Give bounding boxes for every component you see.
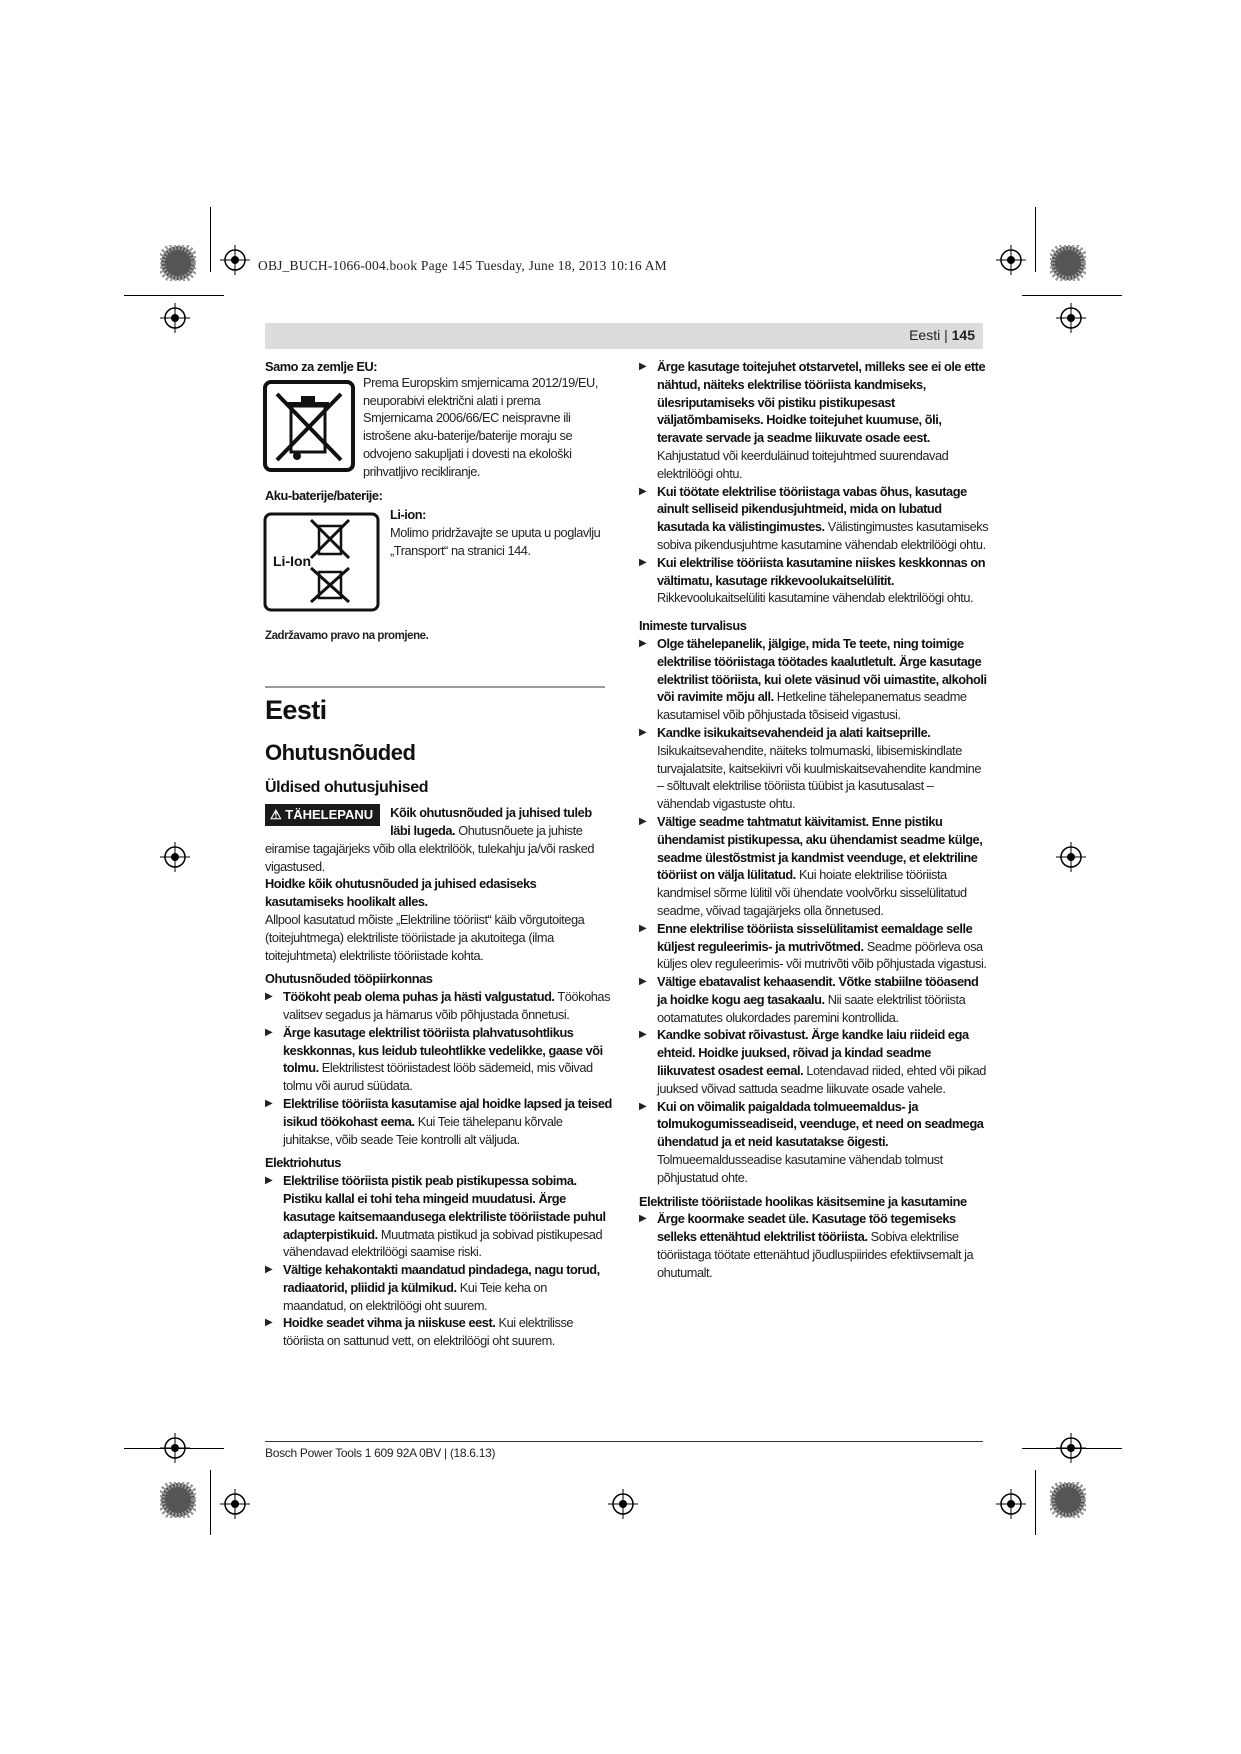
- registration-mark-icon: [608, 1489, 638, 1519]
- page-header: [265, 323, 983, 349]
- crop-mark: [1035, 1470, 1036, 1535]
- keep-instructions: Hoidke kõik ohutusnõuded ja juhised edasiseks kasutamiseks hoolikalt alles.: [265, 876, 537, 910]
- color-wheel-icon: [1050, 1482, 1086, 1518]
- section-personal-safety: Inimeste turvalisus: [639, 618, 747, 634]
- header-language: Eesti: [909, 327, 941, 343]
- page-number: 145: [951, 327, 975, 343]
- page-footer: Bosch Power Tools 1 609 92A 0BV | (18.6.13): [265, 1446, 496, 1460]
- list-item: ▶ Kui töötate elektrilise tööriistaga vabas õhus, kasutage ainult selliseid pikendusjuhtmeid, mida on lubatud kasutada ka välistingimustes. Välistingimustes kasutamiseks sobiva pikendusjuhtme kasutamine vähendab elektrilöögi ohtu.: [639, 483, 989, 554]
- color-wheel-icon: [160, 245, 196, 281]
- list-item: ▶ Ärge kasutage elektrilist tööriista plahvatusohtlikus keskkonnas, kus leidub tuleohtlikke vedelikke, gaase või tolmu. Elektrilistest tööriistadest lööb sädemeid, mis võivad tolmu või aurud süüdata.: [265, 1024, 613, 1095]
- color-wheel-icon: [1050, 245, 1086, 281]
- personal-safety-list: [639, 635, 989, 1187]
- liion-text: Molimo pridržavajte se uputa u poglavlju „Transport“ na stranici 144.: [390, 525, 601, 558]
- registration-mark-icon: [1056, 842, 1086, 872]
- crop-mark: [210, 1470, 211, 1535]
- registration-mark-icon: [996, 245, 1026, 275]
- list-item: ▶ Vältige kehakontakti maandatud pindadega, nagu torud, radiaatorid, pliidid ja külmikud. Kui Teie keha on maandatud, on elektrilöögi oht suurem.: [265, 1261, 613, 1314]
- list-item: ▶ Elektrilise tööriista pistik peab pistikupessa sobima. Pistiku kallal ei tohi teha mingeid muudatusi. Ärge kasutage kaitsemaandusega elektriliste tööriistade puhul adapterpistikuid. Muutmata pistikud ja sobivad pistikupesad vähendavad elektrilöögi saamise riski.: [265, 1172, 613, 1261]
- section-work-area: Ohutusnõuded tööpiirkonnas: [265, 971, 433, 987]
- color-wheel-icon: [160, 1482, 196, 1518]
- list-item: ▶ Ärge koormake seadet üle. Kasutage töö tegemiseks selleks ettenähtud elektrilist tööriista. Sobiva elektrilise tööriistaga töötate ettenähtud jõudluspiirides efektiivsemalt ja ohutumalt.: [639, 1210, 989, 1281]
- section-divider: [265, 686, 605, 688]
- list-item: ▶ Kandke sobivat rõivastust. Ärge kandke laiu riideid ega ehteid. Hoidke juuksed, rõivad ja kindad seadme liikuvatest osadest eemal. Lotendavad riided, ehted või pikad juuksed võivad sattuda seadme liikuvate osade vahele.: [639, 1026, 989, 1097]
- registration-mark-icon: [1056, 1433, 1086, 1463]
- registration-mark-icon: [220, 245, 250, 275]
- list-item: ▶ Kui on võimalik paigaldada tolmueemaldus- ja tolmukogumisseadiseid, veenduge, et need on seadmega ühendatud ja et neid kasutatakse õigesti. Tolmueemaldusseadise kasutamine vähendab tolmust põhjustatud ohte.: [639, 1098, 989, 1187]
- left-column: [265, 358, 613, 1350]
- list-item: ▶ Enne elektrilise tööriista sisselülitamist eemaldage selle küljest reguleerimis- ja mutrivõtmed. Seadme pöörleva osa küljes olev reguleerimis- või mutrivõti võib põhjustada vigastusi.: [639, 920, 989, 973]
- list-item: ▶ Vältige seadme tahtmatut käivitamist. Enne pistiku ühendamist pistikupessa, aku ühendamist seadme külge, seadme ülestõstmist ja kandmist veenduge, et elektriline tööriist on välja lülitatud. Kui hoiate elektrilise tööriista kandmisel sõrme lülitil või ühendate voolvõrku sisselülitatud seadme, võivad tagajärjeks olla õnnetused.: [639, 813, 989, 920]
- crop-mark: [1035, 207, 1036, 272]
- battery-title: Aku-baterije/baterije:: [265, 487, 383, 503]
- warning-paragraph: ⚠ TÄHELEPANU Kõik ohutusnõuded ja juhised tuleb läbi lugeda. Ohutusnõuete ja juhiste eiramise tagajärjeks võib olla elektrilöök, tulekahju ja/või rasked vigastused.: [265, 805, 595, 874]
- list-item: ▶ Kui elektrilise tööriista kasutamine niiskes keskkonnas on vältimatu, kasutage rikkevoolukaitselülitit. Rikkevoolukaitselüliti kasutamine vähendab elektrilöögi ohtu.: [639, 554, 989, 607]
- tool-use-list: [639, 1210, 989, 1281]
- weee-title: Samo za zemlje EU:: [265, 359, 378, 374]
- registration-mark-icon: [160, 1433, 190, 1463]
- registration-mark-icon: [996, 1489, 1026, 1519]
- weee-text: Prema Europskim smjernicama 2012/19/EU, neuporabivi električni alati i prema Smjernicama 2006/66/EC neispravne ili istrošene aku-baterije/baterije moraju se odvojeno sakupljati i dovesti na ekološki prihvatljivo recikliranje.: [363, 374, 598, 479]
- warning-badge: ⚠ TÄHELEPANU: [265, 804, 380, 826]
- crop-mark: [1022, 295, 1122, 296]
- list-item: ▶ Ärge kasutage toitejuhet otstarvetel, milleks see ei ole ette nähtud, näiteks elektrilise tööriista kandmiseks, ülesriputamiseks või pistiku pistikupesast väljatõmbamiseks. Hoidke toitejuhet kuumuse, õli, teravate servade ja seadme liikuvate osade eest. Kahjustatud või keerduläinud toitejuhtmed suurendavad elektrilöögi ohtu.: [639, 358, 989, 483]
- footer-rule: [265, 1441, 983, 1442]
- list-item: ▶ Hoidke seadet vihma ja niiskuse eest. Kui elektrilisse tööriista on sattunud vett, on elektrilöögi oht suurem.: [265, 1314, 613, 1350]
- registration-mark-icon: [160, 842, 190, 872]
- definition-text: Allpool kasutatud mõiste „Elektriline tööriist“ käib võrgutoitega (toitejuhtmega) elektriliste tööriistade ja akutoitega (ilma toitejuhtmeta) elektriliste tööriistade kohta.: [265, 911, 585, 963]
- heading-general-safety: Üldised ohutusjuhised: [265, 779, 429, 797]
- header-separator: |: [940, 327, 952, 343]
- page-header-text: [909, 327, 975, 343]
- printer-slug: OBJ_BUCH-1066-004.book Page 145 Tuesday, June 18, 2013 10:16 AM: [258, 258, 667, 273]
- list-item: ▶ Elektrilise tööriista kasutamise ajal hoidke lapsed ja teised isikud töökohast eema. Kui Teie tähelepanu kõrvale juhitakse, võib seade Teie kontrolli alt väljuda.: [265, 1095, 613, 1148]
- right-column: [639, 358, 989, 1282]
- crop-mark: [210, 207, 211, 272]
- list-item: ▶ Töökoht peab olema puhas ja hästi valgustatud. Töökohas valitsev segadus ja hämarus võib põhjustada õnnetusi.: [265, 988, 613, 1024]
- work-area-list: [265, 988, 613, 1148]
- list-item: ▶ Vältige ebatavalist kehaasendit. Võtke stabiilne tööasend ja hoidke kogu aeg tasakaalu. Nii saate elektrilist tööriista ootamatutes olukordades paremini kontrollida.: [639, 973, 989, 1026]
- li-ion-icon-label: Li-Ion: [273, 553, 312, 569]
- cord-list: [639, 358, 989, 607]
- heading-safety: Ohutusnõuded: [265, 740, 416, 766]
- section-tool-use: Elektriliste tööriistade hoolikas käsitsemine ja kasutamine: [639, 1193, 967, 1209]
- crop-mark: [124, 295, 224, 296]
- heading-language: Eesti: [265, 695, 327, 726]
- electrical-list: [265, 1172, 613, 1350]
- liion-block: [390, 506, 613, 602]
- list-item: ▶ Olge tähelepanelik, jälgige, mida Te teete, ning toimige elektrilise tööriistaga töötades kaalutletult. Ärge kasutage elektrilist tööriista, kui olete väsinud või uimastite, alkoholi või ravimite mõju all. Hetkeline tähelepanematus seadme kasutamisel võib põhjustada tõsiseid vigastusi.: [639, 635, 989, 724]
- liion-label: Li-ion:: [390, 507, 426, 523]
- reserve-note: Zadržavamo pravo na promjene.: [265, 630, 429, 643]
- registration-mark-icon: [160, 303, 190, 333]
- registration-mark-icon: [220, 1489, 250, 1519]
- registration-mark-icon: [1056, 303, 1086, 333]
- section-electrical: Elektriohutus: [265, 1155, 341, 1171]
- list-item: ▶ Kandke isikukaitsevahendeid ja alati kaitseprille. Isikukaitsevahendite, näiteks tolmumaski, libisemiskindlate turvajalatsite, kaitsekiivri või kuulmiskaitsevahendite kandmine – sõltuvalt elektrilise tööriista tüübist ja kasutusalast – vähendab vigastuste ohtu.: [639, 724, 989, 813]
